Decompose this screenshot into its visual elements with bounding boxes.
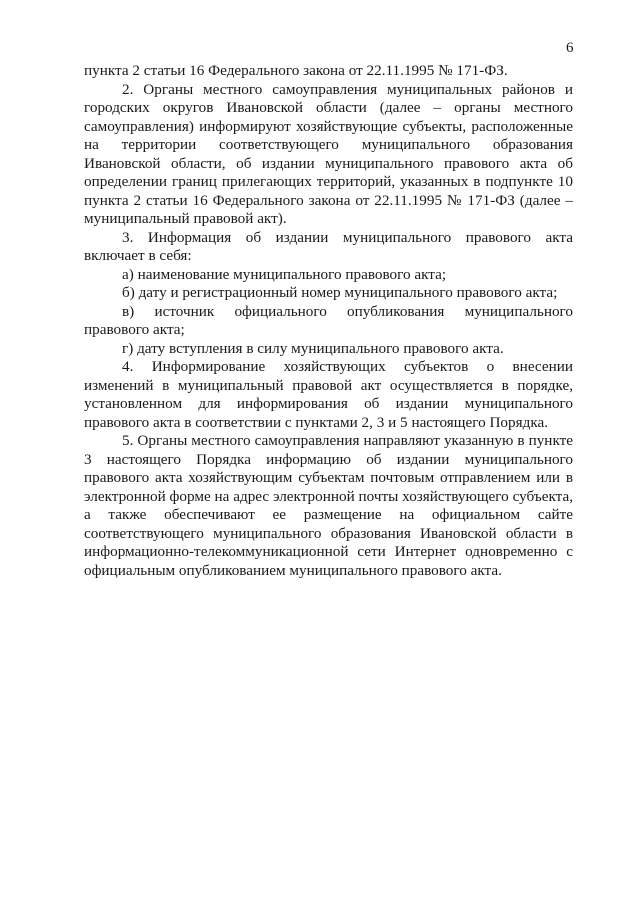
list-item-a: а) наименование муниципального правового акта; [122, 265, 447, 283]
page-number: 6 [566, 40, 574, 56]
list-item-g: г) дату вступления в силу муниципального правового акта. [122, 339, 504, 357]
list-item-v: в) источник официального опубликования муниципального правового акта; [84, 302, 573, 338]
paragraph-clause-5: 5. Органы местного самоуправления направляют указанную в пункте 3 настоящего Порядка информацию об издании муниципального правового акта хозяйствующим субъектам почтовым отправлением или в электронной форме на адрес электронной почты хозяйствующего субъекта, а также обеспечивают ее размещение на официальном сайте соответствующего муниципального образования Ивановской области в информационно-телекоммуникационной сети Интернет одновременно с официальным опубликованием муниципального правового акта. [84, 432, 573, 579]
paragraph-clause-3: 3. Информация об издании муниципального правового акта включает в себя: [84, 228, 573, 264]
paragraph-clause-2: 2. Органы местного самоуправления муниципальных районов и городских округов Ивановской области (далее – органы местного самоуправления) информируют хозяйствующие субъекты, расположенные на территории соответствующего муниципального образования Ивановской области, об издании муниципального правового акта об определении границ прилегающих территорий, указанных в подпункте 10 пункта 2 статьи 16 Федерального закона от 22.11.1995 № 171-ФЗ (далее – муниципальный правовой акт). [84, 80, 573, 227]
document-body [84, 62, 573, 580]
list-item-b: б) дату и регистрационный номер муниципального правового акта; [122, 284, 558, 301]
paragraph-continuation: пункта 2 статьи 16 Федерального закона от 22.11.1995 № 171-ФЗ. [84, 62, 508, 79]
paragraph-clause-4: 4. Информирование хозяйствующих субъектов о внесении изменений в муниципальный правовой акт осуществляется в порядке, установленном для информирования об издании муниципального правового акта в соответствии с пунктами 2, 3 и 5 настоящего Порядка. [84, 358, 573, 431]
